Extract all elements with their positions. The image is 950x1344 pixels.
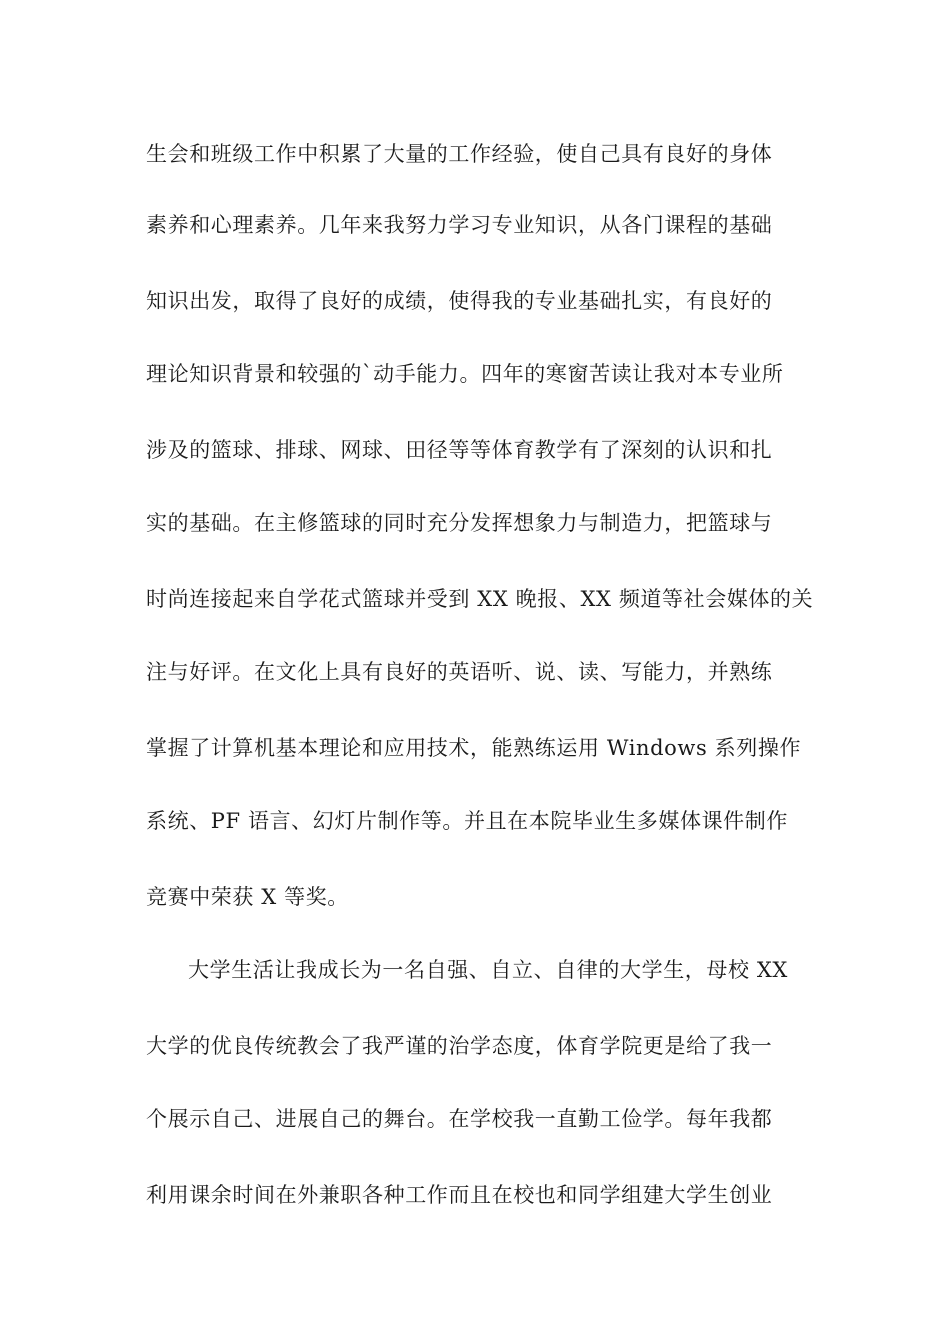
text-line: 生会和班级工作中积累了大量的工作经验，使自己具有良好的身体 xyxy=(146,142,773,166)
text-line: 素养和心理素养。几年来我努力学习专业知识，从各门课程的基础 xyxy=(146,213,773,237)
text-line: 涉及的篮球、排球、网球、田径等等体育教学有了深刻的认识和扎 xyxy=(146,438,773,462)
text-line: 掌握了计算机基本理论和应用技术，能熟练运用 Windows 系列操作 xyxy=(146,736,802,760)
text-line: 利用课余时间在外兼职各种工作而且在校也和同学组建大学生创业 xyxy=(146,1183,773,1207)
text-line: 竞赛中荣获 X 等奖。 xyxy=(146,885,349,909)
text-line: 注与好评。在文化上具有良好的英语听、说、读、写能力，并熟练 xyxy=(146,660,773,684)
text-line: 大学的优良传统教会了我严谨的治学态度，体育学院更是给了我一 xyxy=(146,1034,773,1058)
text-line: 系统、PF 语言、幻灯片制作等。并且在本院毕业生多媒体课件制作 xyxy=(146,809,788,833)
text-line: 大学生活让我成长为一名自强、自立、自律的大学生，母校 XX xyxy=(188,958,788,982)
text-line: 时尚连接起来自学花式篮球并受到 XX 晚报、XX 频道等社会媒体的关 xyxy=(146,587,814,611)
text-line: 知识出发，取得了良好的成绩，使得我的专业基础扎实，有良好的 xyxy=(146,289,773,313)
text-line: 理论知识背景和较强的`动手能力。四年的寒窗苦读让我对本专业所 xyxy=(146,362,784,386)
text-line: 个展示自己、进展自己的舞台。在学校我一直勤工俭学。每年我都 xyxy=(146,1107,773,1131)
text-line: 实的基础。在主修篮球的同时充分发挥想象力与制造力，把篮球与 xyxy=(146,511,773,535)
